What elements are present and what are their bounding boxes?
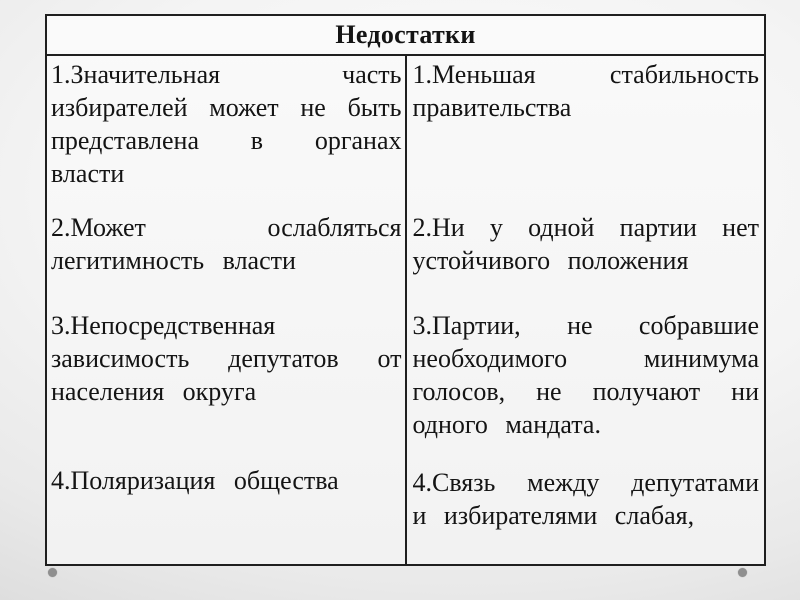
right-item-3: 3.Партии, не собравшие необходимого минимума голосов, не получают ни одного мандата.: [412, 311, 759, 439]
left-item-4: 4.Поляризация общества: [51, 466, 339, 495]
table-title: Недостатки: [46, 15, 765, 55]
disadvantages-table: [45, 14, 766, 566]
left-item-1: 1.Значительная часть избирателей может не быть представлена в органах власти: [51, 60, 402, 188]
left-item-3: 3.Непосредственная зависимость депутатов от населения округа: [51, 311, 402, 406]
nav-dot-left-icon: [48, 568, 57, 577]
table-body-row: [46, 55, 765, 565]
right-item-4: 4.Связь между депутатами и избирателями слабая,: [412, 468, 759, 530]
nav-dot-right-icon: [738, 568, 747, 577]
table-header-row: [46, 15, 765, 55]
right-item-1: 1.Меньшая стабильность правительства: [412, 60, 759, 122]
left-item-2: 2.Может ослабляться легитимность власти: [51, 213, 402, 275]
right-column-cell: [406, 55, 766, 565]
right-item-2: 2.Ни у одной партии нет устойчивого положения: [412, 213, 759, 275]
left-column-cell: [46, 55, 406, 565]
